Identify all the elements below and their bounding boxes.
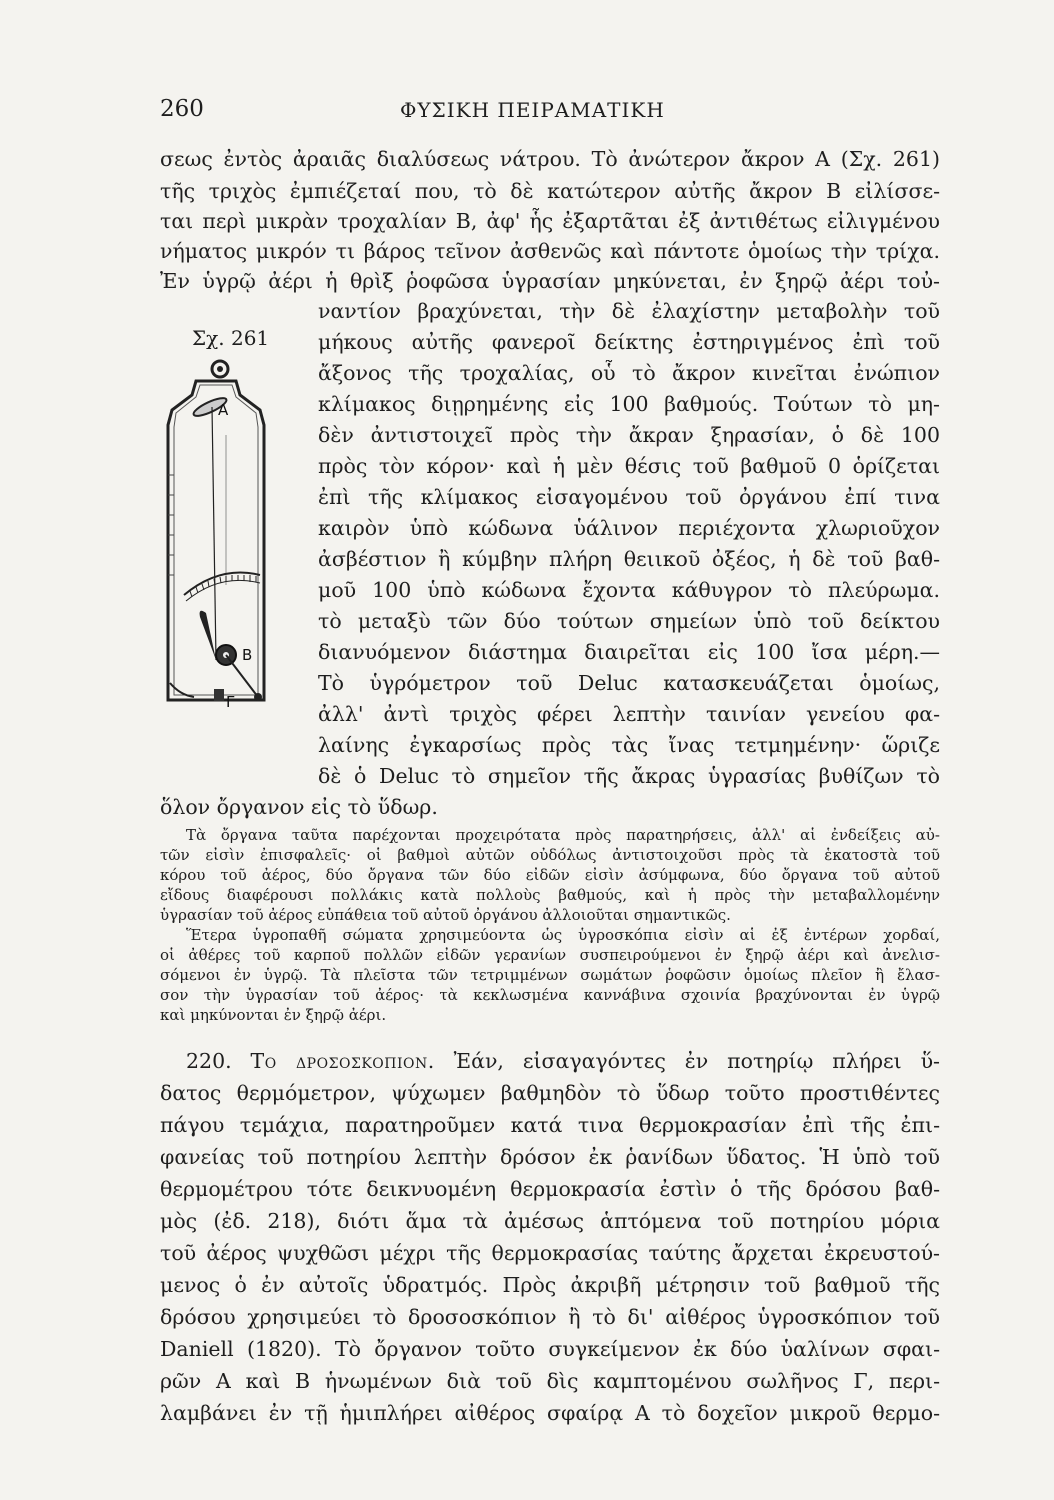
text-line: πρὸς τὸν κόρον· καὶ ἡ μὲν θέσις τοῦ βαθμοῦ 0 ὁρίζεται <box>318 454 940 478</box>
text-line: Τὸ ὑγρόμετρον τοῦ Deluc κατασκευάζεται ὁμοίως, <box>318 671 940 695</box>
text-line: λαίνης ἐγκαρσίως πρὸς τὰς ἴνας τετμημένην· ὥριζε <box>318 733 940 757</box>
text-line: σεως ἐντὸς ἀραιᾶς διαλύσεως νάτρου. Τὸ ἀνώτερον ἄκρον Α (Σχ. 261) <box>160 147 940 171</box>
text-line: πάγου τεμάχια, παρατηροῦμεν κατά τινα θερμοκρασίαν ἐπὶ τῆς ἐπι- <box>160 1113 940 1137</box>
text-line: δρόσου χρησιμεύει τὸ δροσοσκόπιον ἢ τὸ δι' αἰθέρος ὑγροσκόπιον τοῦ <box>160 1305 940 1329</box>
note-line: ὑγρασίαν τοῦ ἀέρος εὐπάθεια τοῦ αὐτοῦ ὀργάνου ἀλλοιοῦται σημαντικῶς. <box>160 906 731 924</box>
text-line: λαμβάνει ἐν τῇ ἡμιπλήρει αἰθέρος σφαίρᾳ Α τὸ δοχεῖον μικροῦ θερμο- <box>160 1401 940 1425</box>
note-line: κόρου τοῦ ἀέρος, δύο ὄργανα τῶν δύο εἰδῶν εἰσὶν ἀσύμφωνα, δύο ὄργανα τοῦ αὐτοῦ <box>160 866 940 884</box>
text-line: μοῦ 100 ὑπὸ κώδωνα ἔχοντα κάθυγρον τὸ πλεύρωμα. <box>318 578 940 602</box>
text-line: καιρὸν ὑπὸ κώδωνα ὑάλινον περιέχοντα χλωριοῦχον <box>318 516 940 540</box>
text-line: ἐπὶ τῆς κλίμακος εἰσαγομένου τοῦ ὀργάνου ἐπί τινα <box>318 485 940 509</box>
text-line: μενος ὁ ἐν αὐτοῖς ὑδρατμός. Πρὸς ἀκριβῆ μέτρησιν τοῦ βαθμοῦ τῆς <box>160 1273 940 1297</box>
text-line: δατος θερμόμετρον, ψύχωμεν βαθμηδὸν τὸ ὕδωρ τοῦτο προστιθέντες <box>160 1081 940 1105</box>
figure-caption: Σχ. 261 <box>192 326 270 350</box>
section-heading-line <box>186 1048 940 1074</box>
text-line: ἀσβέστιον ἢ κύμβην πλήρη θειικοῦ ὀξέος, ἡ δὲ τοῦ βαθ- <box>318 547 940 571</box>
running-title: ΦΥΣΙΚΗ ΠΕΙΡΑΜΑΤΙΚΗ <box>400 98 665 122</box>
note-line: Τὰ ὄργανα ταῦτα παρέχονται προχειρότατα πρὸς παρατηρήσεις, ἀλλ' αἱ ἐνδείξεις αὐ- <box>186 826 940 844</box>
text-line: Ἐν ὑγρῷ ἀέρι ἡ θρὶξ ῥοφῶσα ὑγρασίαν μηκύνεται, ἐν ξηρῷ ἀέρι τοὐ- <box>160 269 940 293</box>
text-line: τὸ μεταξὺ τῶν δύο τούτων σημείων ὑπὸ τοῦ δείκτου <box>318 609 940 633</box>
text-line: ἀλλ' ἀντὶ τριχὸς φέρει λεπτὴν ταινίαν γενείου φα- <box>318 702 940 726</box>
figure-label-a: A <box>218 401 229 419</box>
note-line: οἱ ἀθέρες τοῦ καρποῦ πολλῶν εἰδῶν γερανίων συσπειρούμενοι ἐν ξηρῷ ἀέρι καὶ ἀνελισ- <box>160 946 940 964</box>
page-number: 260 <box>160 96 204 122</box>
text-line: ὅλον ὄργανον εἰς τὸ ὕδωρ. <box>160 795 438 819</box>
text-line: φανείας τοῦ ποτηρίου λεπτὴν δρόσον ἐκ ῥανίδων ὕδατος. Ἡ ὑπὸ τοῦ <box>160 1145 940 1169</box>
text-line: θερμομέτρου τότε δεικνυομένη θερμοκρασία ἐστὶν ὁ τῆς δρόσου βαθ- <box>160 1177 940 1201</box>
text-line: ται περὶ μικρὰν τροχαλίαν Β, ἀφ' ἧς ἐξαρτᾶται ἐξ ἀντιθέτως εἰλιγμένου <box>160 209 940 233</box>
page-header <box>160 96 940 130</box>
text-line: δὲ ὁ Deluc τὸ σημεῖον τῆς ἄκρας ὑγρασίας βυθίζων τὸ <box>318 764 940 788</box>
section-number: 220. <box>186 1049 232 1073</box>
section-title: Το δροσοσκοπιον. <box>250 1049 435 1073</box>
text-line: ρῶν Α καὶ Β ἡνωμένων διὰ τοῦ δὶς καμπτομένου σωλῆνος Γ, περι- <box>160 1369 940 1393</box>
text-line: μὸς (ἐδ. 218), διότι ἅμα τὰ ἀμέσως ἁπτόμενα τοῦ ποτηρίου μόρια <box>160 1209 940 1233</box>
text-line: Daniell (1820). Τὸ ὄργανον τοῦτο συγκείμενον ἐκ δύο ὑαλίνων σφαι- <box>160 1337 940 1361</box>
note-line: Ἕτερα ὑγροπαθῆ σώματα χρησιμεύοντα ὡς ὑγροσκόπια εἰσὶν αἱ ἐξ ἐντέρων χορδαί, <box>186 926 940 944</box>
note-line: εἴδους διαφέρουσι πολλάκις κατὰ πολλοὺς βαθμούς, καὶ ἡ πρὸς τὴν μεταβαλλομένην <box>160 886 940 904</box>
note-line: τῶν εἰσὶν ἐπισφαλεῖς· οἱ βαθμοὶ αὐτῶν οὐδόλως ἀντιστοιχοῦσι πρὸς τὰ ἑκατοστὰ τοῦ <box>160 846 940 864</box>
text-line: νήματος μικρόν τι βάρος τεῖνον ἀσθενῶς καὶ πάντοτε ὁμοίως τὴν τρίχα. <box>160 239 940 263</box>
text-line: ναντίον βραχύνεται, τὴν δὲ ἐλαχίστην μεταβολὴν τοῦ <box>318 299 940 323</box>
text-line: κλίμακος διῃρημένης εἰς 100 βαθμούς. Τούτων τὸ μη- <box>318 392 940 416</box>
text-line: τῆς τριχὸς ἐμπιέζεταί που, τὸ δὲ κατώτερον αὐτῆς ἄκρον Β εἰλίσσε- <box>160 179 940 203</box>
text-line: ἄξονος τῆς τροχαλίας, οὗ τὸ ἄκρον κινεῖται ἐνώπιον <box>318 361 940 385</box>
text-line: τοῦ ἀέρος ψυχθῶσι μέχρι τῆς θερμοκρασίας ταύτης ἄρχεται ἐκρευστού- <box>160 1241 940 1265</box>
hair-hygrometer-figure <box>160 355 270 725</box>
note-line: σόμενοι ἐν ὑγρῷ. Τὰ πλεῖστα τῶν τετριμμένων σωμάτων ῥοφῶσιν ὁμοίως πλεῖον ἢ ἔλασ- <box>160 966 940 984</box>
text-line: μήκους αὐτῆς φανεροῖ δείκτης ἐστηριγμένος ἐπὶ τοῦ <box>318 330 940 354</box>
text-line: διανυόμενον διάστημα διαιρεῖται εἰς 100 ἴσα μέρη.— <box>318 640 940 664</box>
figure-label-g: Γ <box>226 693 235 711</box>
note-line: σον τὴν ὑγρασίαν τοῦ ἀέρος· τὰ κεκλωσμένα καννάβινα σχοινία βραχύνονται ἐν ὑγρῷ <box>160 986 940 1004</box>
note-line: καὶ μηκύνονται ἐν ξηρῷ ἀέρι. <box>160 1006 387 1024</box>
section-first-line: Ἐάν, εἰσαγαγόντες ἐν ποτηρίῳ πλήρει ὕ- <box>453 1049 940 1073</box>
text-line: δὲν ἀντιστοιχεῖ πρὸς τὴν ἄκραν ξηρασίαν, ὁ δὲ 100 <box>318 423 940 447</box>
figure-label-b: B <box>242 646 253 664</box>
